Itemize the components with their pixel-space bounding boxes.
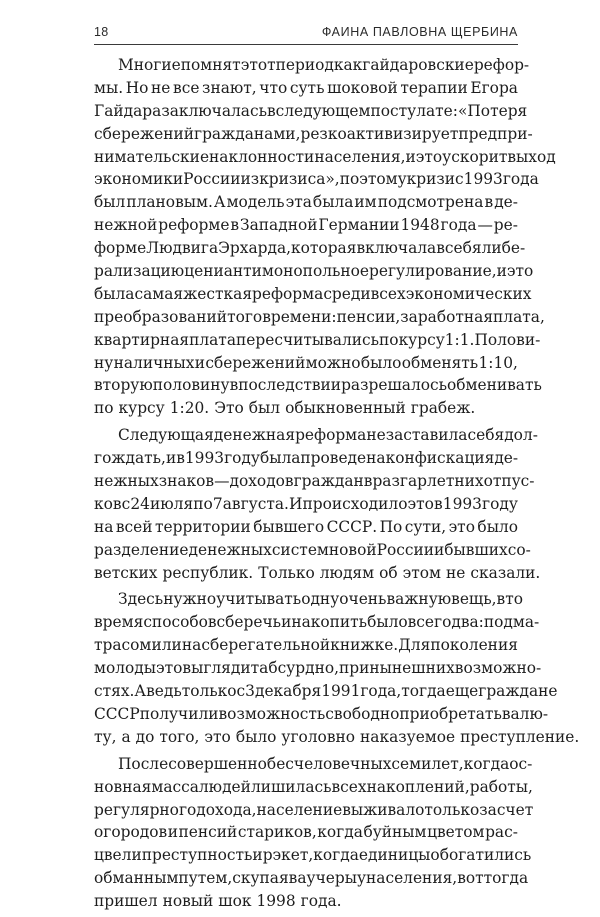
text-line: ков с 24 июля по 7 августа. И происходило это в 1993 году (94, 494, 518, 513)
text-line: Гайдара заключалась в следующем постулате: «Потеря (94, 101, 528, 120)
text-line: нежной реформе в Западной Германии 1948 года — ре- (94, 216, 518, 235)
text-line: ну наличных и сбережений можно было обменять 1:10, (94, 353, 518, 372)
text-line: форме Людвига Эрхарда, которая включала в себя либе- (94, 239, 526, 258)
text-line: преобразований того времени: пенсии, заработная плата, (94, 307, 545, 326)
text-line: Здесь нужно учитывать одну очень важную вещь, в то (118, 590, 523, 609)
text-line: экономики России из кризиса», поэтому кризис 1993 года (94, 170, 539, 189)
text-line: регулярного дохода, население выживало только за счет (94, 800, 534, 819)
paragraph (94, 753, 534, 913)
text-line: нежных знаков — доходов граждан в разгар летних отпус- (94, 472, 535, 491)
text-line: Следующая денежная реформа не заставила себя дол- (118, 426, 538, 445)
running-title: ФАИНА ПАВЛОВНА ЩЕРБИНА (321, 25, 518, 39)
text-line: квартирная плата пересчитывались по курсу 1:1. Полови- (94, 330, 541, 349)
page-number: 18 (94, 25, 109, 39)
text-line: ветских республик. Только людям об этом не сказали. (94, 563, 541, 582)
text-line: рализацию цен и антимонопольное регулирование, и это (94, 262, 534, 281)
paragraph (94, 54, 556, 420)
text-line: мы. Но не все знают, что суть шоковой терапии Егора (94, 78, 518, 97)
text-line: по курсу 1:20. Это был обыкновенный грабеж. (94, 399, 476, 418)
text-line: трасом или на сберегательной книжке. Для поколения (94, 636, 518, 655)
text-line: ту, а до того, это было уголовно наказуемое преступление. (94, 727, 580, 746)
text-line: была самая жесткая реформа среди всех экономических (94, 284, 532, 303)
text-line: стях. А ведь только с 3 декабря 1991 года, тогда еще граждане (94, 682, 558, 701)
text-line: был плановым. А модель эта была им подсмотрена в де- (94, 193, 518, 212)
paragraph (94, 424, 541, 584)
text-line: время способов сберечь и накопить было всего два: под ма- (94, 613, 540, 632)
text-line: огородов и пенсий стариков, когда буйным цветом рас- (94, 823, 518, 842)
text-line: новная масса людей лишилась всех накоплений, работы, (94, 777, 533, 796)
text-line: обманным путем, скупая ваучеры у населения, вот тогда (94, 869, 529, 888)
body-text (94, 54, 580, 917)
text-line: СССР получили возможность свободно приобретать валю- (94, 704, 549, 723)
text-line: на всей территории бывшего СССР. По сути, это было (94, 517, 518, 536)
text-line: вторую половину впоследствии разрешалось обменивать (94, 376, 542, 395)
text-line: сбережений гражданами, резко активизирует предпри- (94, 124, 533, 143)
text-line: цвели преступность и рэкет, когда единицы обогатились (94, 846, 532, 865)
paragraph (94, 588, 580, 748)
text-line: нимательские наклонности населения, и это ускорит выход (94, 147, 556, 166)
text-line: разделение денежных систем новой России и бывших со- (94, 540, 531, 559)
running-head (94, 22, 518, 45)
text-line: молоды это выглядит абсурдно, при нынешних возможно- (94, 659, 542, 678)
text-line: После совершенно бесчеловечных семи лет, когда ос- (118, 754, 533, 773)
text-line: го ждать, и в 1993 году была проведена конфискация де- (94, 449, 519, 468)
text-line: Многие помнят этот период как гайдаровские рефор- (118, 56, 530, 74)
text-line: пришел новый шок 1998 года. (94, 892, 342, 911)
